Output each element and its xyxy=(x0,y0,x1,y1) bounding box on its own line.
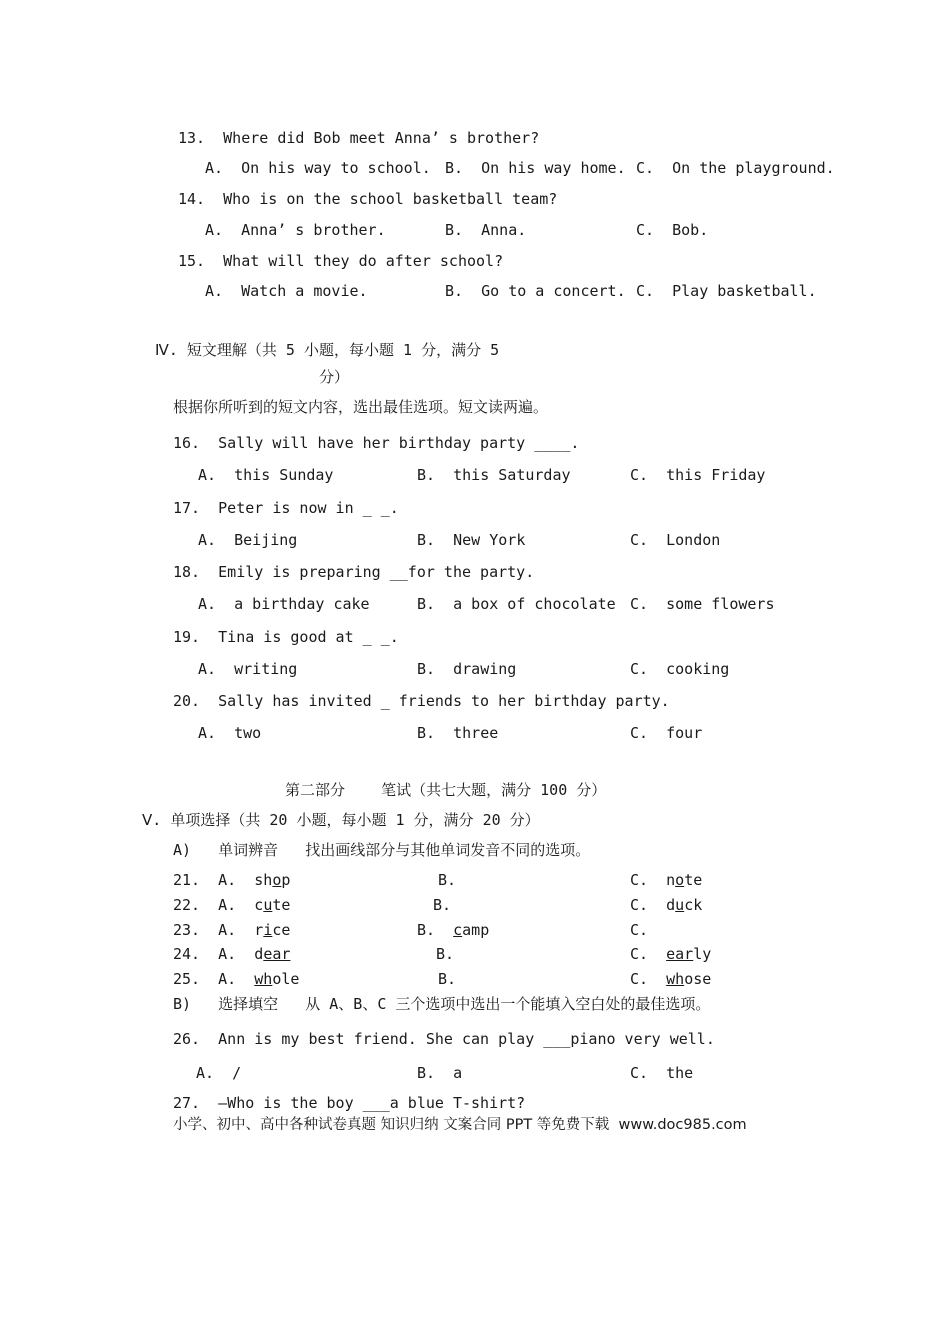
option-15c: C. Play basketball. xyxy=(636,282,817,300)
phonics-23b: B. camp xyxy=(417,921,490,939)
option-19a: A. writing xyxy=(198,660,298,678)
question-16: 16. Sally will have her birthday party ____. xyxy=(173,434,580,452)
option-18a: A. a birthday cake xyxy=(198,595,370,613)
section-4-heading-cont: 分） xyxy=(319,368,350,386)
question-13: 13. Where did Bob meet Anna’ s brother? xyxy=(178,129,540,147)
question-27: 27. —Who is the boy ___a blue T-shirt? xyxy=(173,1094,526,1112)
phonics-24b: B. xyxy=(436,945,455,963)
underlined-letters: i xyxy=(263,921,273,939)
option-15b: B. Go to a concert. xyxy=(445,282,626,300)
phonics-21b: B. xyxy=(438,871,457,889)
footer-watermark: 小学、初中、高中各种试卷真题 知识归纳 文案合同 PPT 等免费下载 www.doc985.com xyxy=(173,1117,747,1133)
option-13a: A. On his way to school. xyxy=(205,159,431,177)
underlined-letters: o xyxy=(272,871,282,889)
question-14: 14. Who is on the school basketball team? xyxy=(178,190,558,208)
option-14c: C. Bob. xyxy=(636,221,709,239)
option-17c: C. London xyxy=(630,531,721,549)
option-26b: B. a xyxy=(417,1064,463,1082)
question-26: 26. Ann is my best friend. She can play ___piano very well. xyxy=(173,1030,715,1048)
question-20: 20. Sally has invited _ friends to her birthday party. xyxy=(173,692,670,710)
option-20a: A. two xyxy=(198,724,262,742)
option-18c: C. some flowers xyxy=(630,595,775,613)
phonics-22c: C. duck xyxy=(630,896,703,914)
underlined-letters: wh xyxy=(254,970,273,988)
option-14b: B. Anna. xyxy=(445,221,527,239)
subsection-a-instruction: A) 单词辨音 找出画线部分与其他单词发音不同的选项。 xyxy=(173,841,591,859)
section-4-instruction: 根据你所听到的短文内容，选出最佳选项。短文读两遍。 xyxy=(173,398,549,416)
option-19b: B. drawing xyxy=(417,660,517,678)
phonics-22b: B. xyxy=(433,896,452,914)
underlined-letters: o xyxy=(675,871,685,889)
question-18: 18. Emily is preparing __for the party. xyxy=(173,563,535,581)
phonics-row-21: 21. A. shop xyxy=(173,871,291,889)
underlined-letters: wh xyxy=(666,970,685,988)
option-16b: B. this Saturday xyxy=(417,466,571,484)
subsection-b-instruction: B) 选择填空 从 A、B、C 三个选项中选出一个能填入空白处的最佳选项。 xyxy=(173,995,711,1013)
option-20b: B. three xyxy=(417,724,499,742)
phonics-row-23: 23. A. rice xyxy=(173,921,291,939)
option-13c: C. On the playground. xyxy=(636,159,835,177)
option-18b: B. a box of chocolate xyxy=(417,595,616,613)
phonics-21c: C. note xyxy=(630,871,703,889)
option-26c: C. the xyxy=(630,1064,694,1082)
option-19c: C. cooking xyxy=(630,660,730,678)
option-16a: A. this Sunday xyxy=(198,466,334,484)
underlined-letters: ear xyxy=(666,945,694,963)
underlined-letters: ear xyxy=(263,945,291,963)
option-15a: A. Watch a movie. xyxy=(205,282,368,300)
question-19: 19. Tina is good at _ _. xyxy=(173,628,399,646)
phonics-25c: C. whose xyxy=(630,970,712,988)
section-5-heading: Ⅴ. 单项选择（共 20 小题，每小题 1 分，满分 20 分） xyxy=(142,811,540,829)
underlined-letters: u xyxy=(675,896,685,914)
option-14a: A. Anna’ s brother. xyxy=(205,221,386,239)
phonics-row-25: 25. A. whole xyxy=(173,970,300,988)
phonics-row-24: 24. A. dear xyxy=(173,945,291,963)
question-17: 17. Peter is now in _ _. xyxy=(173,499,399,517)
phonics-23c: C. xyxy=(630,921,649,939)
underlined-letters: c xyxy=(453,921,463,939)
option-17a: A. Beijing xyxy=(198,531,298,549)
option-13b: B. On his way home. xyxy=(445,159,626,177)
option-16c: C. this Friday xyxy=(630,466,766,484)
section-4-heading: Ⅳ. 短文理解（共 5 小题，每小题 1 分，满分 5 xyxy=(155,341,500,359)
underlined-letters: u xyxy=(263,896,273,914)
option-20c: C. four xyxy=(630,724,703,742)
part-2-title: 第二部分 笔试（共七大题，满分 100 分） xyxy=(285,781,607,799)
question-15: 15. What will they do after school? xyxy=(178,252,504,270)
phonics-row-22: 22. A. cute xyxy=(173,896,291,914)
option-17b: B. New York xyxy=(417,531,526,549)
phonics-25b: B. xyxy=(438,970,457,988)
option-26a: A. / xyxy=(196,1064,242,1082)
phonics-24c: C. early xyxy=(630,945,712,963)
